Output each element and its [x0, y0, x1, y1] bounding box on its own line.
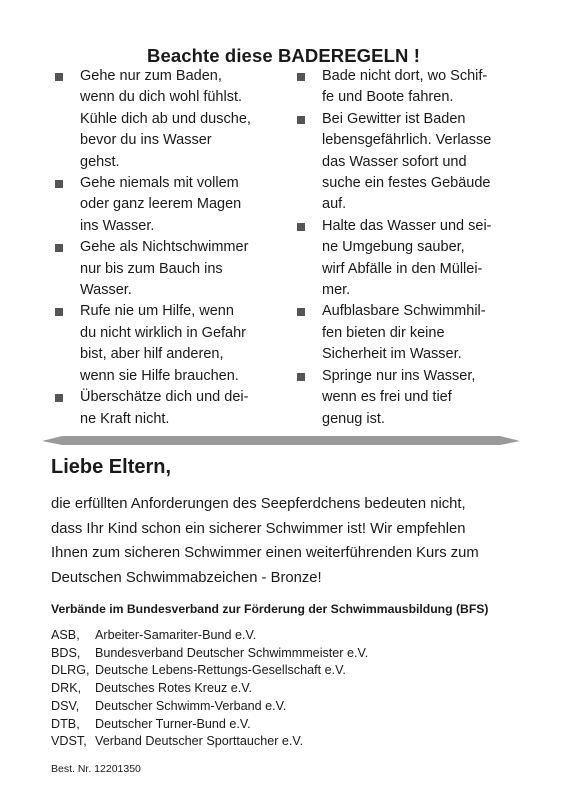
square-bullet-icon: [55, 244, 63, 252]
association-abbr: DLRG,: [51, 663, 90, 678]
page-title: Beachte diese BADEREGELN !: [147, 45, 420, 67]
square-bullet-icon: [297, 73, 305, 81]
order-number: Best. Nr. 12201350: [51, 763, 141, 775]
square-bullet-icon: [297, 308, 305, 316]
square-bullet-icon: [55, 394, 63, 402]
rule-item: [297, 366, 522, 430]
association-name: Bundesverband Deutscher Schwimmmeister e.V.: [95, 645, 369, 660]
rule-text: Halte das Wasser und sei- ne Umgebung sauber, wirf Abfälle in den Müllei- mer.: [322, 217, 492, 299]
square-bullet-icon: [55, 180, 63, 188]
rule-item: [55, 173, 285, 237]
rule-item: [297, 216, 522, 302]
associations-title: Verbände im Bundesverband zur Förderung der Schwimmausbildung (BFS): [51, 602, 489, 616]
rule-text: Gehe nur zum Baden, wenn du dich wohl fühlst. Kühle dich ab und dusche, bevor du ins Wasser gehst.: [80, 68, 251, 170]
rules-column-right: [297, 66, 522, 430]
rule-text: Gehe als Nichtschwimmer nur bis zum Bauch ins Wasser.: [80, 239, 249, 299]
square-bullet-icon: [297, 373, 305, 381]
rule-item: [297, 301, 522, 365]
association-item: [51, 698, 368, 716]
rule-item: [55, 66, 285, 173]
divider-shape: [42, 436, 520, 445]
association-name: Verband Deutscher Sporttaucher e.V.: [95, 734, 304, 749]
square-bullet-icon: [55, 308, 63, 316]
rule-item: [55, 387, 285, 430]
rule-item: [55, 237, 285, 301]
square-bullet-icon: [297, 223, 305, 231]
association-name: Deutscher Turner-Bund e.V.: [95, 716, 251, 731]
association-abbr: DRK,: [51, 681, 82, 696]
square-bullet-icon: [55, 73, 63, 81]
rule-text: Rufe nie um Hilfe, wenn du nicht wirklich in Gefahr bist, aber hilf anderen, wenn sie Hilfe brauchen.: [80, 303, 247, 384]
association-abbr: DSV,: [51, 698, 80, 713]
section-divider: [42, 433, 520, 445]
association-item: [51, 716, 368, 734]
associations-list: [51, 627, 368, 751]
association-name: Deutsches Rotes Kreuz e.V.: [95, 681, 253, 696]
association-abbr: ASB,: [51, 628, 80, 642]
association-abbr: VDST,: [51, 734, 87, 749]
rule-text: Gehe niemals mit vollem oder ganz leerem Magen ins Wasser.: [80, 175, 242, 234]
rule-item: [55, 301, 285, 387]
rule-text: Aufblasbare Schwimmhil- fen bieten dir keine Sicherheit im Wasser.: [322, 303, 486, 363]
rule-text: Überschätze dich und dei- ne Kraft nicht.: [80, 389, 249, 427]
rule-text: Springe nur ins Wasser, wenn es frei und tief genug ist.: [322, 367, 476, 427]
rule-text: Bei Gewitter ist Baden lebensgefährlich. Verlasse das Wasser sofort und suche ein festes Gebäude auf.: [322, 110, 492, 213]
association-name: Deutsche Lebens-Rettungs-Gesellschaft e.V.: [95, 663, 346, 678]
rule-text: Bade nicht dort, wo Schif- fe und Boote fahren.: [322, 68, 488, 106]
parents-heading: Liebe Eltern,: [51, 456, 172, 478]
association-abbr: DTB,: [51, 716, 80, 731]
square-bullet-icon: [297, 116, 305, 124]
association-item: [51, 680, 368, 698]
association-item: [51, 645, 368, 663]
rules-column-left: [55, 66, 285, 430]
association-name: Arbeiter-Samariter-Bund e.V.: [95, 628, 257, 642]
association-item: [51, 627, 368, 645]
association-item: [51, 662, 368, 680]
rule-item: [297, 66, 522, 109]
association-item: [51, 733, 368, 751]
association-name: Deutscher Schwimm-Verband e.V.: [95, 698, 287, 713]
association-abbr: BDS,: [51, 645, 81, 660]
parents-paragraph: die erfüllten Anforderungen des Seepferdchens bedeuten nicht, dass Ihr Kind schon ein sicherer Schwimmer ist! Wir empfehlen Ihnen zum sicheren Schwimmer einen weiterführenden Kurs zum Deutschen Schwimmabzeichen - Bronze!: [51, 496, 479, 586]
rule-item: [297, 109, 522, 216]
